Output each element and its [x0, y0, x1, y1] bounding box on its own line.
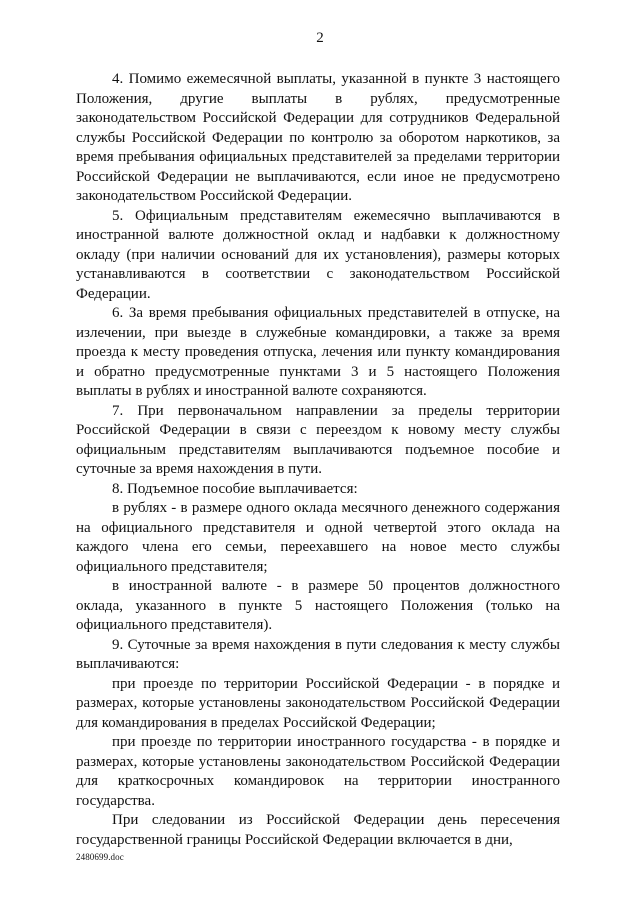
- paragraph-8-rubles: в рублях - в размере одного оклада месячного денежного содержания на официального представителя и одной четвертой этого оклада на каждого члена его семьи, переехавшего на новое место службы официального представителя;: [76, 500, 560, 575]
- paragraph-7: 7. При первоначальном направлении за пределы территории Российской Федерации в связи с переездом к новому месту службы официальным представителям выплачиваются подъемное пособие и суточные за время нахождения в пути.: [76, 402, 560, 477]
- paragraph-border-crossing: При следовании из Российской Федерации день пересечения государственной границы Российской Федерации включается в дни,: [76, 812, 560, 848]
- paragraph-9: 9. Суточные за время нахождения в пути следования к месту службы выплачиваются:: [76, 636, 560, 672]
- page-number: 2: [316, 30, 324, 46]
- paragraph-9-russia: при проезде по территории Российской Федерации - в порядке и размерах, которые установлены законодательством Российской Федерации для командирования в пределах Российской Федерации;: [76, 675, 560, 731]
- paragraph-8: 8. Подъемное пособие выплачивается:: [112, 480, 358, 497]
- paragraph-9-foreign: при проезде по территории иностранного государства - в порядке и размерах, которые установлены законодательством Российской Федерации для краткосрочных командировок на территории иностранного государства.: [76, 734, 560, 809]
- document-body: [76, 70, 560, 850]
- paragraph-6: 6. За время пребывания официальных представителей в отпуске, на излечении, при выезде в служебные командировки, а также за время проезда к месту проведения отпуска, лечения или пункту командирования и обратно предусмотренные пунктами 3 и 5 настоящего Положения выплаты в рублях и иностранной валюте сохраняются.: [76, 305, 560, 399]
- paragraph-8-foreign-currency: в иностранной валюте - в размере 50 процентов должностного оклада, указанного в пункте 5 настоящего Положения (только на официального представителя).: [76, 578, 560, 633]
- paragraph-5: 5. Официальным представителям ежемесячно выплачиваются в иностранной валюте должностной оклад и надбавки к должностному окладу (при наличии оснований для их установления), размеры которых устанавливаются в соответствии с законодательством Российской Федерации.: [76, 207, 560, 302]
- footer-file-name: 2480699.doc: [76, 852, 124, 862]
- paragraph-4: 4. Помимо ежемесячной выплаты, указанной в пункте 3 настоящего Положения, другие выплаты в рублях, предусмотренные законодательством Российской Федерации для сотрудников Федеральной службы Российской Федерации по контролю за оборотом наркотиков, за время пребывания официальных представителей за пределами территории Российской Федерации не выплачиваются, если иное не предусмотрено законодательством Российской Федерации.: [76, 71, 560, 204]
